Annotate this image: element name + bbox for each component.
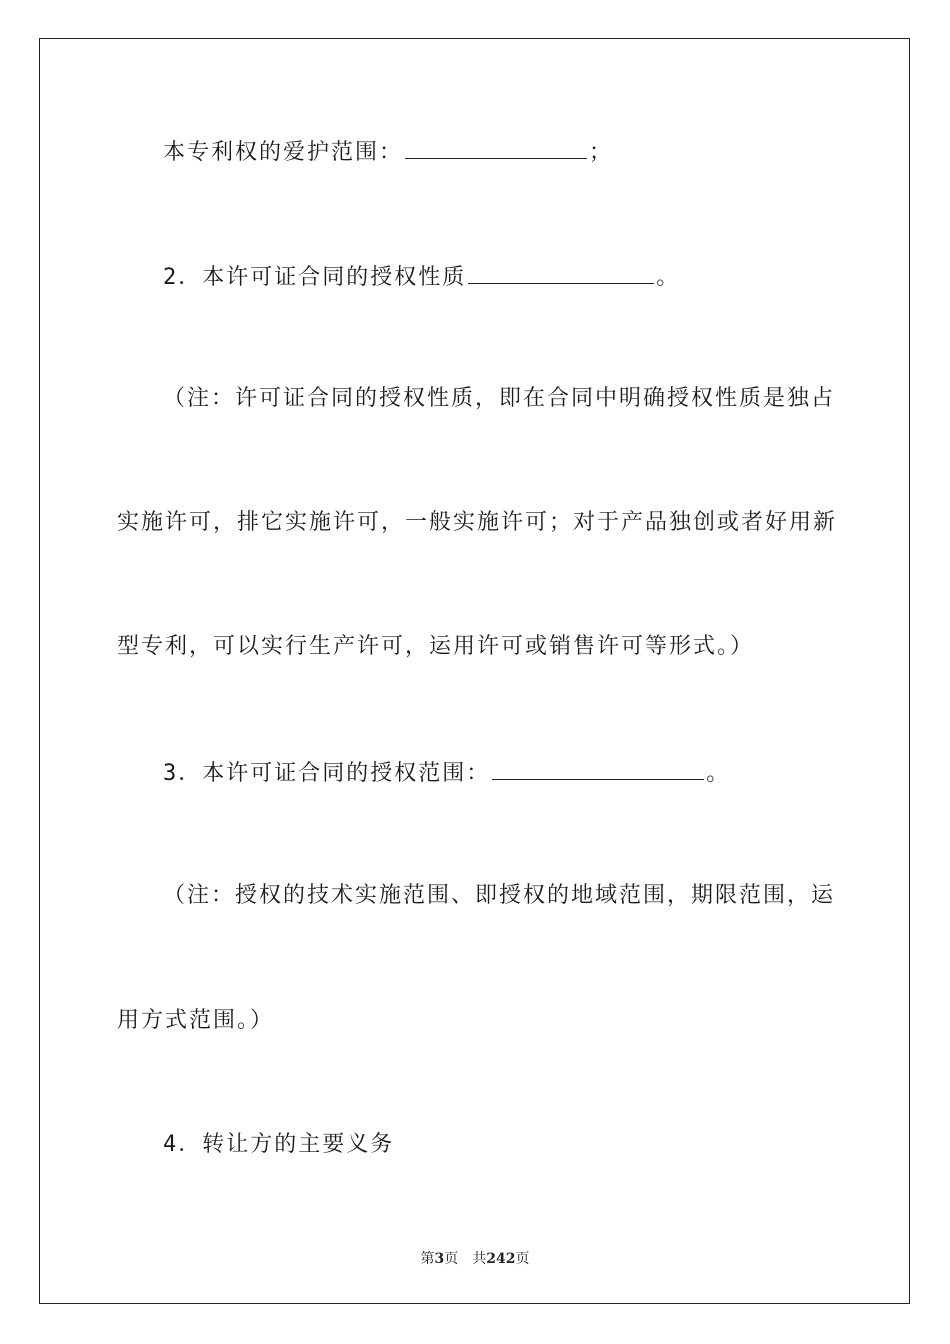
clause-3-line: [163, 757, 730, 789]
footer-page-suffix: 页: [444, 1251, 459, 1267]
footer-page-number: 3: [434, 1251, 445, 1267]
note-1-line-2: 实施许可，排它实施许可，一般实施许可；对于产品独创或者好用新: [117, 510, 838, 535]
note-1-line-1: （注：许可证合同的授权性质，即在合同中明确授权性质是独占: [163, 386, 836, 411]
protection-scope-blank[interactable]: [405, 136, 587, 159]
page-border: [39, 38, 910, 1304]
clause-3-blank[interactable]: [492, 757, 704, 780]
clause-2-blank[interactable]: [468, 261, 654, 284]
protection-scope-label: 本专利权的爱护范围：: [163, 140, 404, 165]
protection-scope-line: [163, 136, 613, 168]
clause-4-heading: 4．转让方的主要义务: [163, 1132, 395, 1157]
note-1-line-3: 型专利，可以实行生产许可，运用许可或销售许可等形式。）: [117, 634, 755, 659]
clause-2-label: 2．本许可证合同的授权性质: [163, 265, 467, 290]
clause-3-label: 3．本许可证合同的授权范围：: [163, 761, 491, 786]
page-footer: [0, 1248, 950, 1268]
footer-total-prefix: 共: [472, 1251, 487, 1267]
note-2-line-2: 用方式范围。）: [117, 1008, 275, 1033]
footer-total-suffix: 页: [515, 1251, 530, 1267]
footer-page-prefix: 第: [420, 1251, 435, 1267]
footer-total-number: 242: [486, 1251, 516, 1267]
clause-3-punct: 。: [706, 761, 731, 786]
protection-scope-punct: ；: [589, 140, 614, 165]
clause-2-punct: 。: [656, 265, 681, 290]
note-2-line-1: （注：授权的技术实施范围、即授权的地域范围，期限范围，运: [163, 883, 836, 908]
clause-2-line: [163, 261, 680, 293]
